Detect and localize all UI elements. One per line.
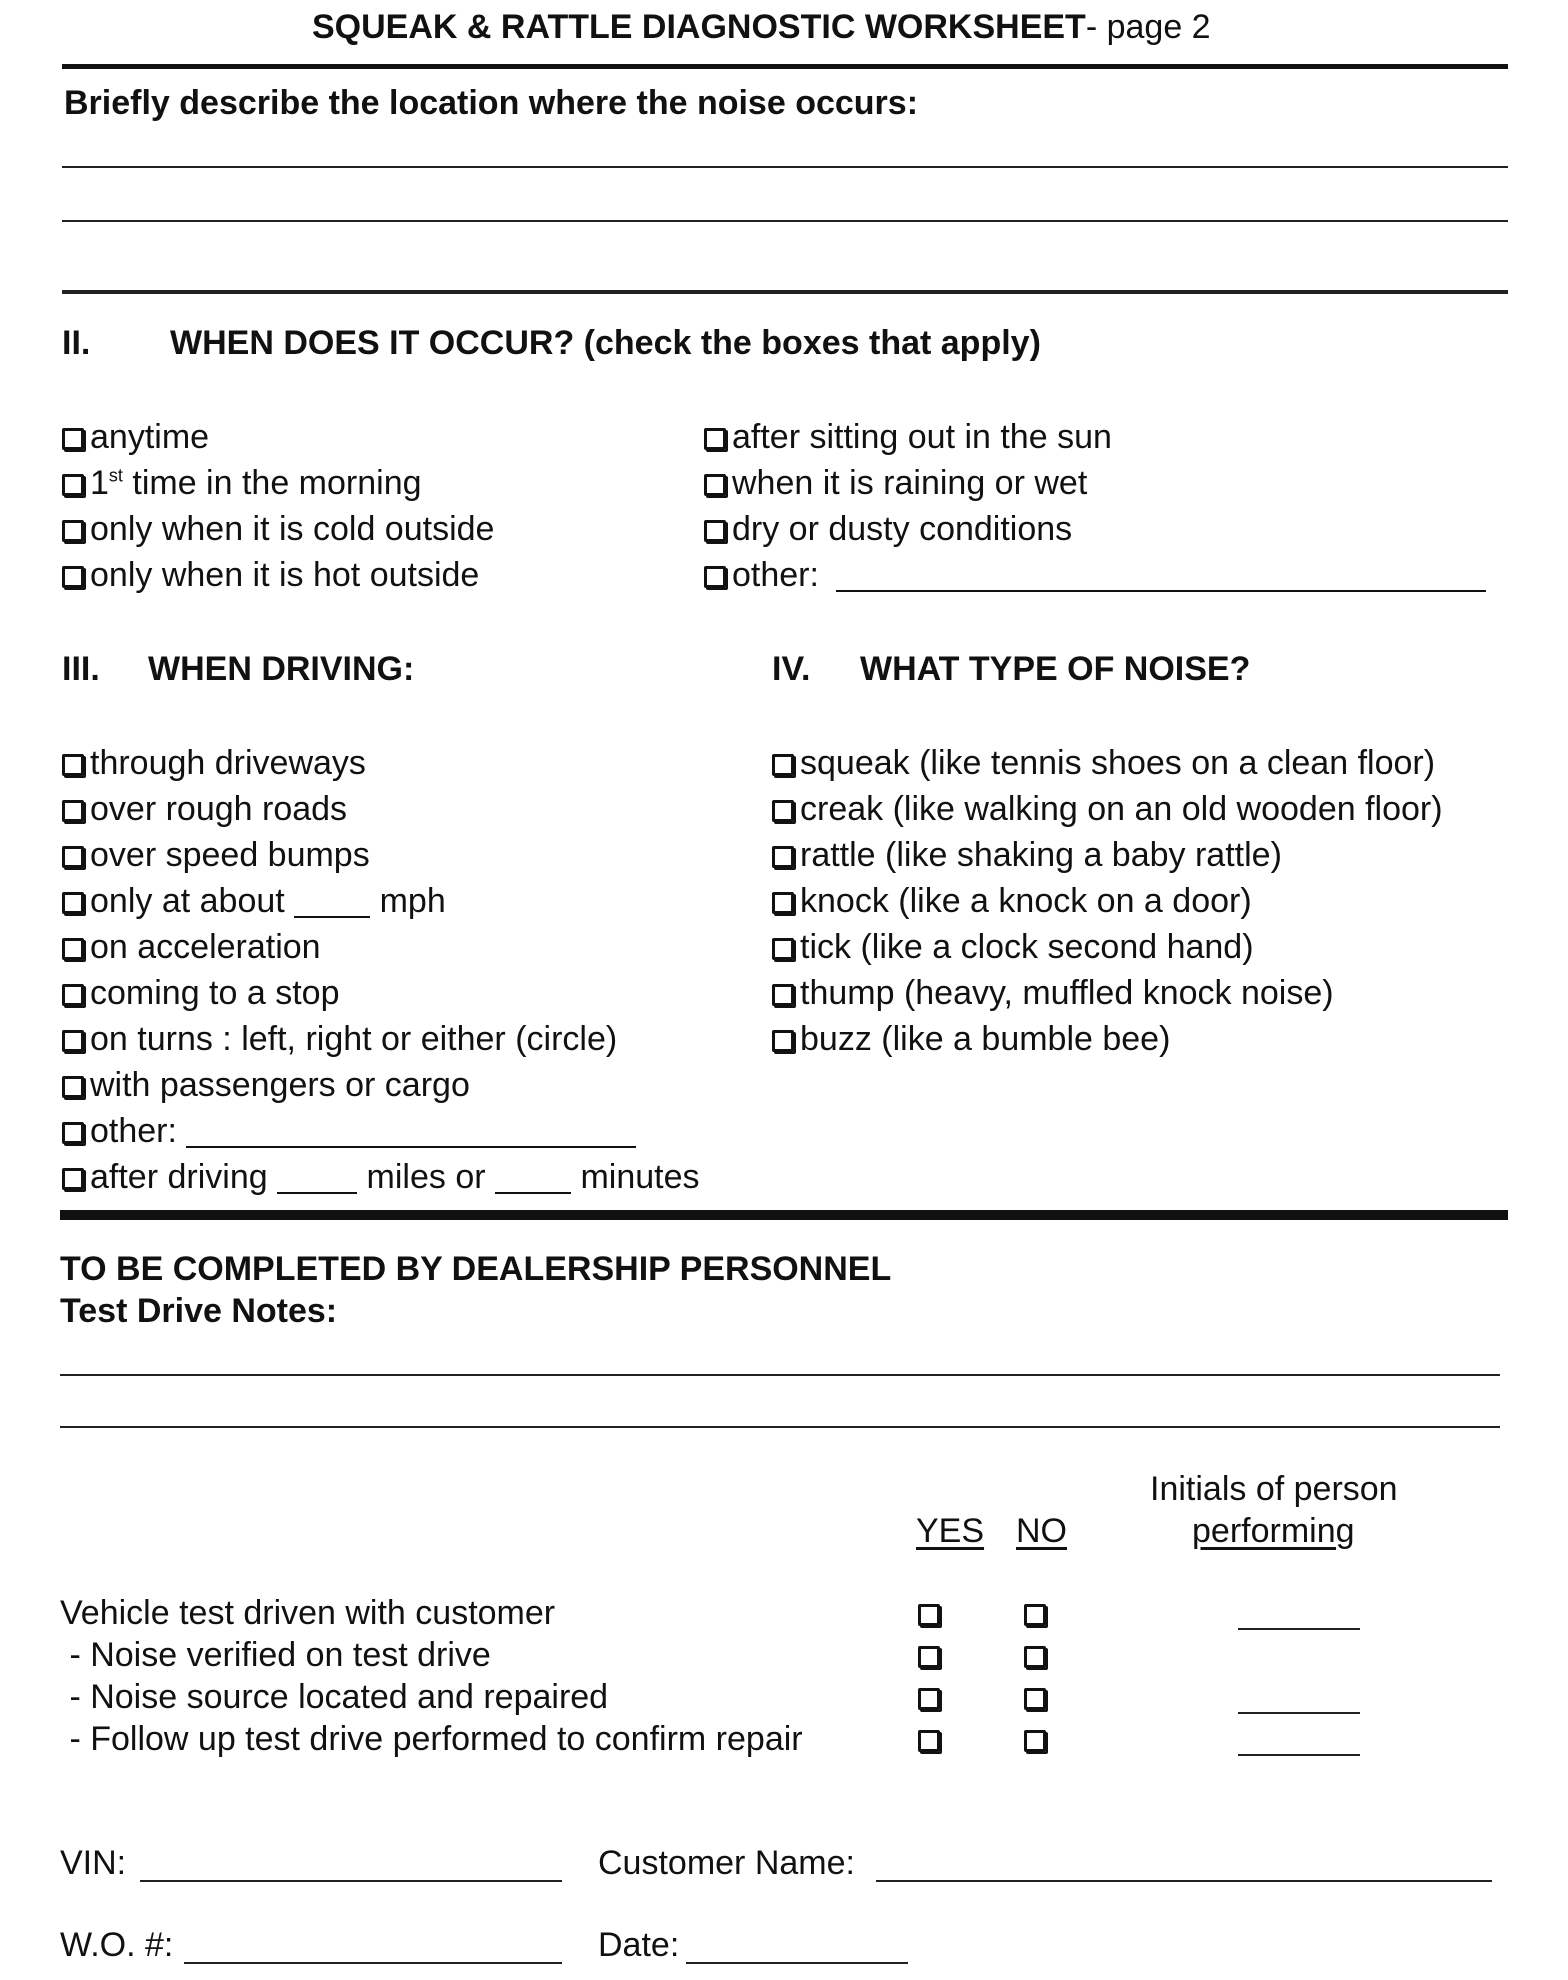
section-4-title: WHAT TYPE OF NOISE? [860, 650, 1251, 688]
occur-other-field[interactable] [836, 560, 1486, 592]
checkbox-icon[interactable] [772, 984, 794, 1006]
checkbox-icon[interactable] [62, 1168, 84, 1190]
checkbox-icon[interactable] [704, 520, 726, 542]
test-drive-notes-label: Test Drive Notes: [60, 1292, 338, 1330]
checkbox-icon[interactable] [772, 938, 794, 960]
page-title [312, 8, 1211, 47]
dealer-title: TO BE COMPLETED BY DEALERSHIP PERSONNEL [60, 1250, 892, 1288]
col-no: NO [1016, 1512, 1067, 1550]
row-noise-repaired-label: - Noise source located and repaired [60, 1678, 609, 1716]
checkbox-icon[interactable] [62, 938, 84, 960]
date-field[interactable] [686, 1962, 908, 1964]
checkbox-icon[interactable] [62, 1030, 84, 1052]
location-line-1[interactable] [62, 166, 1508, 168]
date-label: Date: [598, 1926, 680, 1964]
no-checkbox-row3[interactable] [1024, 1688, 1046, 1710]
checkbox-icon[interactable] [772, 892, 794, 914]
checkbox-icon[interactable] [62, 846, 84, 868]
no-checkbox-row2[interactable] [1024, 1646, 1046, 1668]
drive-other[interactable]: other: [62, 1112, 636, 1151]
occur-first-morning[interactable]: 1st time in the morning [62, 464, 422, 503]
section-3-title: WHEN DRIVING: [148, 650, 415, 688]
top-divider [62, 64, 1508, 69]
section-3-number: III. [62, 650, 100, 688]
checkbox-icon[interactable] [62, 428, 84, 450]
yes-checkbox-row3[interactable] [918, 1688, 940, 1710]
noise-buzz[interactable]: buzz (like a bumble bee) [772, 1020, 1170, 1059]
no-checkbox-row4[interactable] [1024, 1730, 1046, 1752]
drive-driveways[interactable]: through driveways [62, 744, 366, 783]
drive-stop[interactable]: coming to a stop [62, 974, 339, 1013]
drive-after[interactable]: after driving miles or minutes [62, 1158, 700, 1197]
yes-checkbox-row2[interactable] [918, 1646, 940, 1668]
checkbox-icon[interactable] [62, 1122, 84, 1144]
checkbox-icon[interactable] [704, 474, 726, 496]
col-yes: YES [916, 1512, 985, 1550]
miles-field[interactable] [277, 1162, 357, 1194]
row-noise-verified-label: - Noise verified on test drive [60, 1636, 491, 1674]
vin-label: VIN: [60, 1844, 127, 1882]
section-2-title: WHEN DOES IT OCCUR? (check the boxes that apply) [170, 324, 1041, 362]
location-line-3[interactable] [62, 290, 1508, 294]
checkbox-icon[interactable] [62, 566, 84, 588]
checkbox-icon[interactable] [772, 800, 794, 822]
location-prompt: Briefly describe the location where the noise occurs: [64, 84, 919, 122]
initials-field-row3[interactable] [1238, 1712, 1360, 1714]
noise-creak[interactable]: creak (like walking on an old wooden floor) [772, 790, 1443, 829]
noise-thump[interactable]: thump (heavy, muffled knock noise) [772, 974, 1334, 1013]
section-2-number: II. [62, 324, 91, 362]
occur-dry[interactable]: dry or dusty conditions [704, 510, 1072, 549]
col-initials-line1: Initials of person [1150, 1470, 1398, 1508]
checkbox-icon[interactable] [62, 754, 84, 776]
drive-other-field[interactable] [186, 1116, 636, 1148]
customer-name-label: Customer Name: [598, 1844, 855, 1882]
checkbox-icon[interactable] [62, 520, 84, 542]
noise-squeak[interactable]: squeak (like tennis shoes on a clean floor) [772, 744, 1435, 783]
occur-cold[interactable]: only when it is cold outside [62, 510, 494, 549]
vin-field[interactable] [140, 1880, 562, 1882]
checkbox-icon[interactable] [704, 566, 726, 588]
occur-rain[interactable]: when it is raining or wet [704, 464, 1087, 503]
wo-label: W.O. #: [60, 1926, 174, 1964]
drive-speed[interactable]: only at about mph [62, 882, 446, 921]
occur-hot[interactable]: only when it is hot outside [62, 556, 479, 595]
checkbox-icon[interactable] [772, 754, 794, 776]
row-follow-up-label: - Follow up test drive performed to confirm repair [60, 1720, 803, 1758]
page-indicator: - page 2 [1085, 8, 1211, 46]
notes-line-2[interactable] [60, 1426, 1500, 1428]
minutes-field[interactable] [495, 1162, 571, 1194]
checkbox-icon[interactable] [772, 1030, 794, 1052]
noise-tick[interactable]: tick (like a clock second hand) [772, 928, 1254, 967]
drive-acceleration[interactable]: on acceleration [62, 928, 321, 967]
no-checkbox-row1[interactable] [1024, 1604, 1046, 1626]
drive-passengers[interactable]: with passengers or cargo [62, 1066, 470, 1105]
checkbox-icon[interactable] [62, 1076, 84, 1098]
checkbox-icon[interactable] [704, 428, 726, 450]
checkbox-icon[interactable] [62, 892, 84, 914]
worksheet-title: SQUEAK & RATTLE DIAGNOSTIC WORKSHEET [312, 8, 1086, 46]
occur-other[interactable]: other: [704, 556, 1486, 595]
checkbox-icon[interactable] [62, 984, 84, 1006]
mph-field[interactable] [294, 886, 370, 918]
occur-sun[interactable]: after sitting out in the sun [704, 418, 1112, 457]
checkbox-icon[interactable] [62, 800, 84, 822]
drive-speed-bumps[interactable]: over speed bumps [62, 836, 370, 875]
initials-field-row4[interactable] [1238, 1754, 1360, 1756]
drive-turns[interactable]: on turns : left, right or either (circle) [62, 1020, 617, 1059]
col-initials-line2: performing [1192, 1512, 1355, 1550]
location-line-2[interactable] [62, 220, 1508, 222]
yes-checkbox-row4[interactable] [918, 1730, 940, 1752]
checkbox-icon[interactable] [62, 474, 84, 496]
row-test-driven-label: Vehicle test driven with customer [60, 1594, 556, 1632]
noise-rattle[interactable]: rattle (like shaking a baby rattle) [772, 836, 1282, 875]
yes-checkbox-row1[interactable] [918, 1604, 940, 1626]
noise-knock[interactable]: knock (like a knock on a door) [772, 882, 1252, 921]
drive-rough-roads[interactable]: over rough roads [62, 790, 347, 829]
occur-anytime[interactable]: anytime [62, 418, 209, 457]
notes-line-1[interactable] [60, 1374, 1500, 1376]
checkbox-icon[interactable] [772, 846, 794, 868]
initials-field-row1[interactable] [1238, 1628, 1360, 1630]
section-4-number: IV. [772, 650, 811, 688]
wo-field[interactable] [184, 1962, 562, 1964]
customer-name-field[interactable] [876, 1880, 1492, 1882]
dealer-divider [60, 1210, 1508, 1220]
